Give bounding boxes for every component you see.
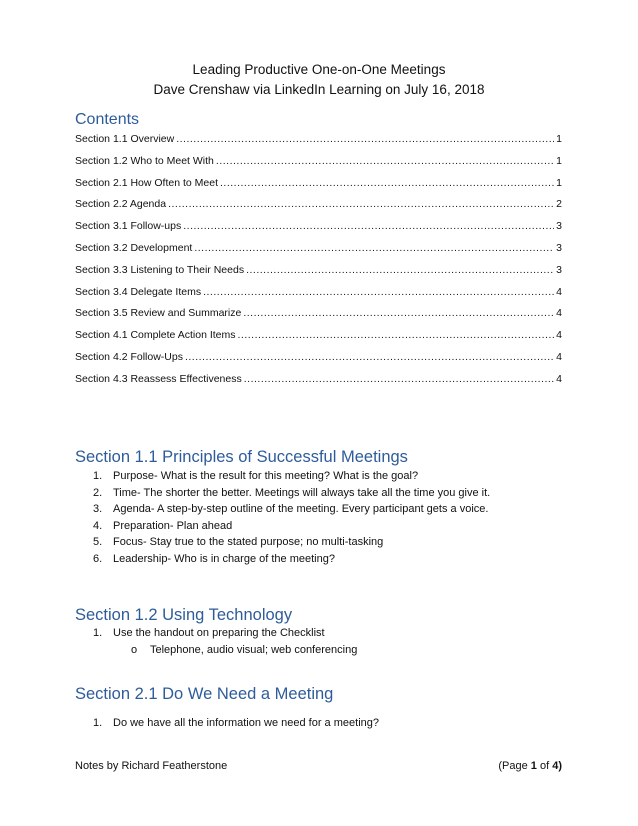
section-2-1-list: [93, 717, 379, 734]
toc-entry[interactable]: Section 3.2 Development ..... 3: [75, 242, 562, 264]
toc-entry[interactable]: Section 3.5 Review and Summarize ..... 4: [75, 307, 562, 329]
toc-leader: [216, 155, 554, 167]
toc-leader: [220, 177, 554, 189]
section-1-2-list: [93, 627, 325, 644]
section-2-1-heading: Section 2.1 Do We Need a Meeting: [75, 685, 334, 703]
document-subtitle: Dave Crenshaw via LinkedIn Learning on July 16, 2018: [153, 82, 485, 97]
toc-leader: [176, 133, 554, 145]
section-1-1-list: [93, 470, 490, 570]
list-item: 6. Leadership- Who is in charge of the meeting?: [93, 552, 335, 565]
toc-entry[interactable]: Section 2.1 How Often to Meet ..... 1: [75, 177, 562, 199]
toc-leader: [183, 220, 554, 232]
list-item: 4. Preparation- Plan ahead: [93, 519, 233, 532]
footer-author: Notes by Richard Featherstone: [75, 760, 228, 772]
toc-leader: [203, 286, 554, 298]
list-item: 1. Do we have all the information we need for a meeting?: [93, 717, 379, 729]
section-1-2-heading: Section 1.2 Using Technology: [75, 606, 293, 624]
toc-entry[interactable]: Section 1.2 Who to Meet With ..... 1: [75, 155, 562, 177]
footer-page-number: (Page 1 of 4): [498, 760, 562, 772]
contents-heading: Contents: [75, 111, 140, 128]
toc-leader: [194, 242, 554, 254]
toc-leader: [168, 198, 554, 210]
list-item: 3. Agenda- A step-by-step outline of the meeting. Every participant gets a voice.: [93, 503, 489, 516]
toc-entry[interactable]: Section 3.1 Follow-ups ..... 3: [75, 220, 562, 242]
toc-leader: [244, 373, 554, 385]
toc-entry[interactable]: Section 1.1 Overview ..... 1: [75, 133, 562, 155]
toc-entry[interactable]: Section 3.3 Listening to Their Needs ..... 3: [75, 264, 562, 286]
list-item: 5. Focus- Stay true to the stated purpose; no multi-tasking: [93, 536, 384, 549]
table-of-contents: [75, 133, 562, 395]
document-title: Leading Productive One-on-One Meetings: [192, 62, 446, 77]
circle-bullet-icon: o: [131, 644, 138, 656]
list-item: 1. Purpose- What is the result for this meeting? What is the goal?: [93, 470, 419, 482]
toc-leader: [246, 264, 554, 276]
toc-leader: [238, 329, 555, 341]
toc-entry[interactable]: Section 4.3 Reassess Effectiveness ..... 4: [75, 373, 562, 395]
toc-entry[interactable]: Section 2.2 Agenda ..... 2: [75, 198, 562, 220]
toc-leader: [185, 351, 554, 363]
toc-entry[interactable]: Section 3.4 Delegate Items ..... 4: [75, 286, 562, 308]
toc-entry[interactable]: Section 4.2 Follow-Ups ..... 4: [75, 351, 562, 373]
toc-entry[interactable]: Section 4.1 Complete Action Items ..... 4: [75, 329, 562, 351]
list-item: 2. Time- The shorter the better. Meetings will always take all the time you give it.: [93, 486, 491, 499]
list-item: 1. Use the handout on preparing the Checklist: [93, 627, 325, 639]
sub-list-item: o Telephone, audio visual; web conferencing: [131, 644, 358, 656]
toc-leader: [243, 307, 554, 319]
section-1-1-heading: Section 1.1 Principles of Successful Meetings: [75, 448, 408, 466]
